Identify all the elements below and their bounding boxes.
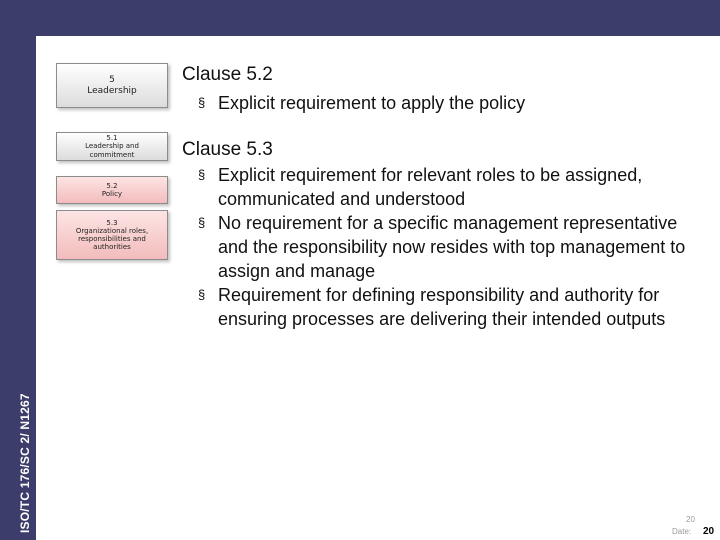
leadership-box	[56, 63, 168, 108]
organizational-roles-box	[56, 210, 168, 260]
document-reference: ISO/TC 176/SC 2/ N1267	[18, 393, 32, 533]
box-label: Leadership and	[85, 142, 139, 151]
leadership-commitment-box	[56, 132, 168, 161]
box-label: authorities	[93, 243, 131, 252]
box-number: 5.1	[106, 134, 118, 143]
clause-52-title: Clause 5.2	[182, 64, 273, 85]
box-label: commitment	[89, 150, 135, 159]
bullet-text: Requirement for defining responsibility and authority for ensuring processes are delivering their intended outputs	[218, 285, 666, 329]
box-number: 5.2	[106, 181, 118, 190]
footer-date-label: Date:	[672, 527, 692, 536]
bullet-icon: §	[198, 95, 206, 110]
clause-53-title: Clause 5.3	[182, 139, 273, 160]
bullet-text: No requirement for a specific management representative and the responsibility now resides with top management to assign and manage	[218, 213, 686, 281]
bullet-icon: §	[198, 287, 206, 302]
clause-52-bullets	[182, 91, 702, 115]
box-label: responsibilities and	[78, 235, 146, 243]
box-label: Leadership	[87, 85, 137, 96]
box-label: Policy	[101, 190, 123, 198]
bullet-item	[182, 211, 702, 283]
clause-53-bullets	[182, 163, 702, 331]
box-number: 5	[109, 75, 115, 86]
policy-box	[56, 176, 168, 204]
bullet-icon: §	[198, 215, 206, 230]
slide-content	[182, 64, 702, 331]
bullet-item	[182, 91, 702, 115]
bullet-item	[182, 283, 702, 331]
bullet-item	[182, 163, 702, 211]
footer-slide-number: 20	[686, 515, 695, 524]
top-band	[0, 0, 720, 36]
box-number: 5.3	[106, 218, 118, 227]
page-number: 20	[703, 526, 715, 537]
bullet-text: Explicit requirement to apply the policy	[218, 93, 526, 113]
box-label: Organizational roles,	[75, 226, 149, 235]
bullet-icon: §	[198, 167, 206, 182]
bullet-text: Explicit requirement for relevant roles to be assigned, communicated and understood	[218, 165, 643, 209]
